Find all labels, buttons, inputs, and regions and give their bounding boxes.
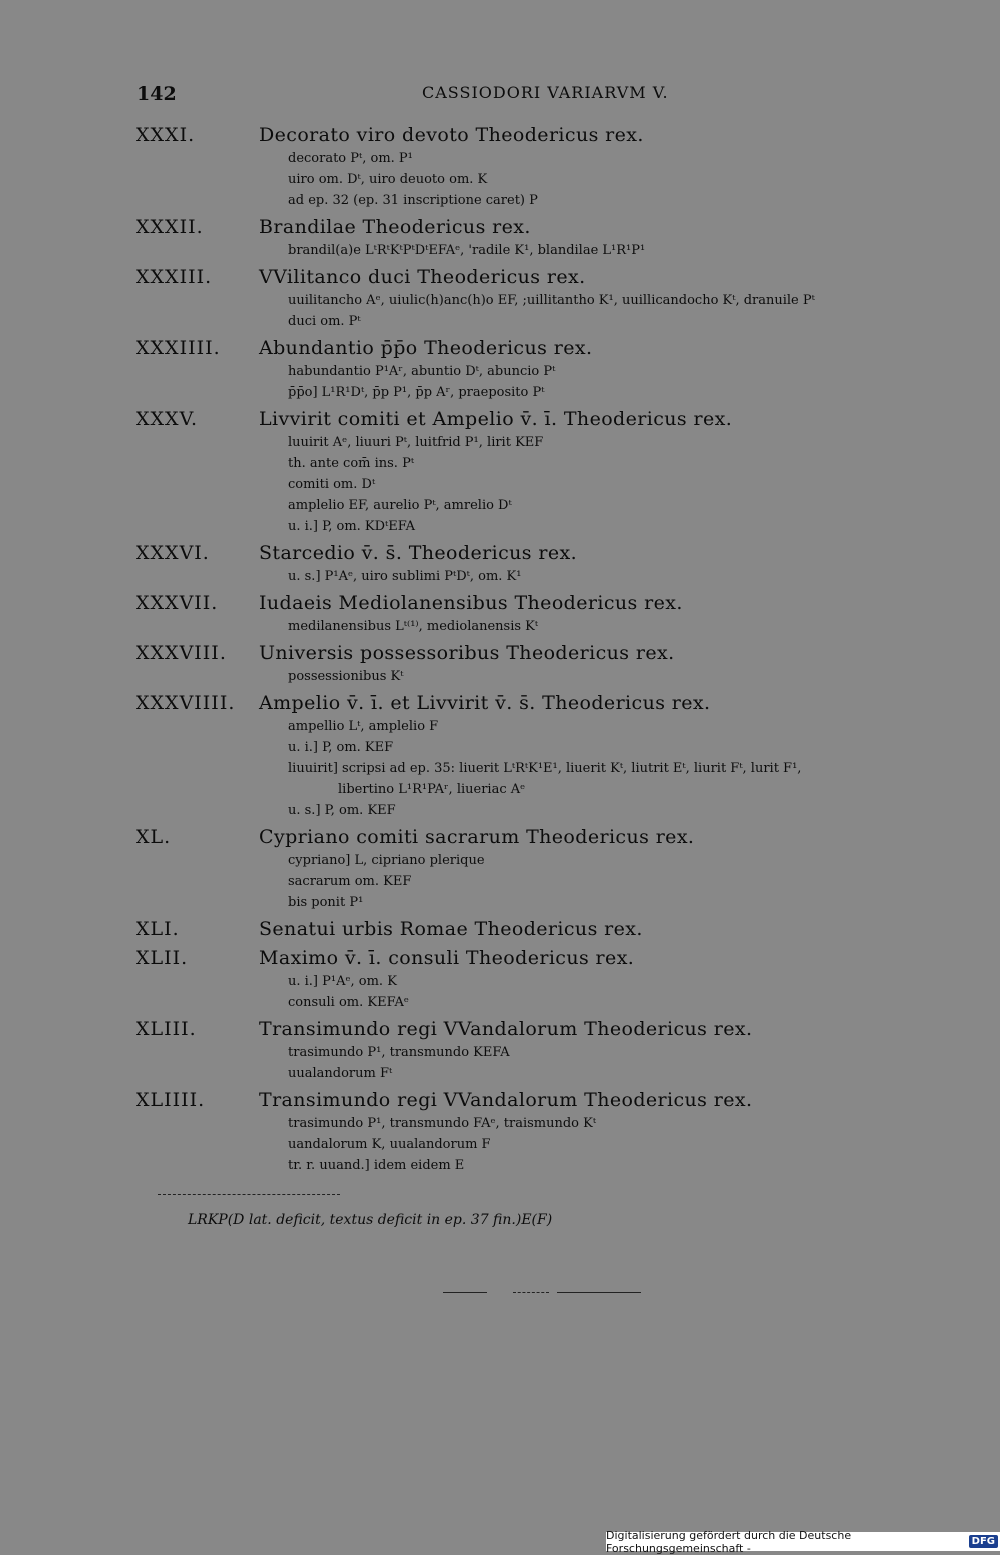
apparatus-note: cypriano] L, cipriano plerique <box>288 853 485 868</box>
letter-entry <box>0 590 1000 637</box>
letter-title: Cypriano comiti sacrarum Theodericus rex. <box>259 826 695 848</box>
letter-title: Ampelio v̄. ī. et Livvirit v̄. s̄. Theodericus rex. <box>259 692 711 714</box>
apparatus-note: u. i.] P¹Aᵉ, om. K <box>288 974 397 989</box>
letter-numeral: XLIIII. <box>136 1089 206 1111</box>
apparatus-note: u. s.] P¹Aᵉ, uiro sublimi PᵗDᵗ, om. K¹ <box>288 569 522 584</box>
letter-entry <box>0 916 1000 942</box>
apparatus-note: comiti om. Dᵗ <box>288 477 376 492</box>
letter-numeral: XLIII. <box>136 1018 197 1040</box>
letter-title: Transimundo regi VVandalorum Theodericus rex. <box>259 1089 753 1111</box>
apparatus-note: medilanensibus Lᵗ⁽¹⁾, mediolanensis Kᵗ <box>288 619 539 634</box>
dashed-rule <box>158 1194 340 1195</box>
letter-entry <box>0 214 1000 261</box>
dfg-notice[interactable] <box>606 1528 1000 1555</box>
letter-numeral: XXXV. <box>136 408 199 430</box>
letter-numeral: XXXIII. <box>136 266 213 288</box>
end-rule-3 <box>557 1292 641 1293</box>
letter-title: Starcedio v̄. s̄. Theodericus rex. <box>259 542 578 564</box>
letter-entry <box>0 122 1000 211</box>
apparatus-note: amplelio EF, aurelio Pᵗ, amrelio Dᵗ <box>288 498 512 513</box>
page-number: 142 <box>137 83 177 105</box>
apparatus-note: u. s.] P, om. KEF <box>288 803 396 818</box>
letter-numeral: XLI. <box>136 918 180 940</box>
letter-numeral: XXXIIII. <box>136 337 221 359</box>
letter-entry <box>0 640 1000 687</box>
apparatus-note: u. i.] P, om. KDᵗEFA <box>288 519 416 534</box>
dfg-notice-text: Digitalisierung gefördert durch die Deutsche Forschungsgemeinschaft - <box>606 1528 852 1555</box>
letter-title: Abundantio p̄p̄o Theodericus rex. <box>259 337 593 359</box>
letter-title: Brandilae Theodericus rex. <box>259 216 531 238</box>
apparatus-note: possessionibus Kᵗ <box>288 669 404 684</box>
letter-title: Transimundo regi VVandalorum Theodericus rex. <box>259 1018 753 1040</box>
apparatus-note: habundantio P¹Aʳ, abuntio Dᵗ, abuncio Pᵗ <box>288 364 556 379</box>
letter-numeral: XL. <box>136 826 172 848</box>
apparatus-note: trasimundo P¹, transmundo FAᵉ, traismundo Kᵗ <box>288 1116 597 1131</box>
letter-numeral: XXXVIII. <box>136 642 227 664</box>
apparatus-note: sacrarum om. KEF <box>288 874 412 889</box>
letter-title: Livvirit comiti et Ampelio v̄. ī. Theodericus rex. <box>259 408 733 430</box>
letter-entry <box>0 1016 1000 1084</box>
letter-title: VVilitanco duci Theodericus rex. <box>259 266 586 288</box>
end-rule-2 <box>513 1292 549 1293</box>
entry-spacer <box>0 1176 1000 1179</box>
apparatus-note-continuation: libertino L¹R¹PAʳ, liueriac Aᵉ <box>338 782 526 797</box>
running-head: CASSIODORI VARIARVM V. <box>422 83 669 102</box>
apparatus-note: trasimundo P¹, transmundo KEFA <box>288 1045 510 1060</box>
letter-title: Decorato viro devoto Theodericus rex. <box>259 124 644 146</box>
letter-numeral: XXXII. <box>136 216 204 238</box>
letter-title: Iudaeis Mediolanensibus Theodericus rex. <box>259 592 683 614</box>
apparatus-note: uiro om. Dᵗ, uiro deuoto om. K <box>288 172 488 187</box>
apparatus-note: ampellio Lᵗ, amplelio F <box>288 719 439 734</box>
sigla-line: LRKP(D lat. deficit, textus deficit in ep. 37 fin.)E(F) <box>188 1212 553 1228</box>
letter-entry <box>0 690 1000 821</box>
apparatus-note: ad ep. 32 (ep. 31 inscriptione caret) P <box>288 193 538 208</box>
apparatus-note: uandalorum K, uualandorum F <box>288 1137 491 1152</box>
apparatus-note: tr. r. uuand.] idem eidem E <box>288 1158 465 1173</box>
letter-title: Universis possessoribus Theodericus rex. <box>259 642 675 664</box>
letter-entry <box>0 264 1000 332</box>
letter-title: Maximo v̄. ī. consuli Theodericus rex. <box>259 947 635 969</box>
apparatus-note: bis ponit P¹ <box>288 895 364 910</box>
apparatus-note: th. ante com̄ ins. Pᵗ <box>288 456 415 471</box>
apparatus-note: uualandorum Fᵗ <box>288 1066 393 1081</box>
letter-entry <box>0 824 1000 913</box>
apparatus-note: u. i.] P, om. KEF <box>288 740 394 755</box>
apparatus-note: liuuirit] scripsi ad ep. 35: liuerit LᵗRᵗK¹E¹, liuerit Kᵗ, liutrit Eᵗ, liurit Fᵗ, lurit F¹, <box>288 761 802 776</box>
letter-entry <box>0 945 1000 1013</box>
apparatus-note: uuilitancho Aᵉ, uiulic(h)anc(h)o EF, ;uillitantho K¹, uuillicandocho Kᵗ, dranuile Pᵗ <box>288 293 815 308</box>
apparatus-note: brandil(a)e LᵗRᵗKᵗPᵗDᵗEFAᵉ, 'radile K¹, blandilae L¹R¹P¹ <box>288 243 646 258</box>
letter-entry <box>0 540 1000 587</box>
letter-entry <box>0 406 1000 537</box>
letter-title: Senatui urbis Romae Theodericus rex. <box>259 918 643 940</box>
letter-numeral: XXXVII. <box>136 592 219 614</box>
dfg-logo: DFG <box>969 1535 998 1548</box>
letter-index <box>0 122 1000 1179</box>
letter-numeral: XXXVI. <box>136 542 210 564</box>
end-rule-1 <box>443 1292 487 1293</box>
letter-numeral: XXXVIIII. <box>136 692 236 714</box>
apparatus-note: p̄p̄o] L¹R¹Dᵗ, p̄p P¹, p̄p Aʳ, praeposito Pᵗ <box>288 385 545 400</box>
apparatus-note: consuli om. KEFAᵉ <box>288 995 409 1010</box>
apparatus-note: decorato Pᵗ, om. P¹ <box>288 151 413 166</box>
apparatus-note: duci om. Pᵗ <box>288 314 361 329</box>
letter-numeral: XXXI. <box>136 124 196 146</box>
letter-numeral: XLII. <box>136 947 189 969</box>
letter-entry <box>0 335 1000 403</box>
letter-entry <box>0 1087 1000 1176</box>
apparatus-note: luuirit Aᵉ, liuuri Pᵗ, luitfrid P¹, lirit KEF <box>288 435 544 450</box>
